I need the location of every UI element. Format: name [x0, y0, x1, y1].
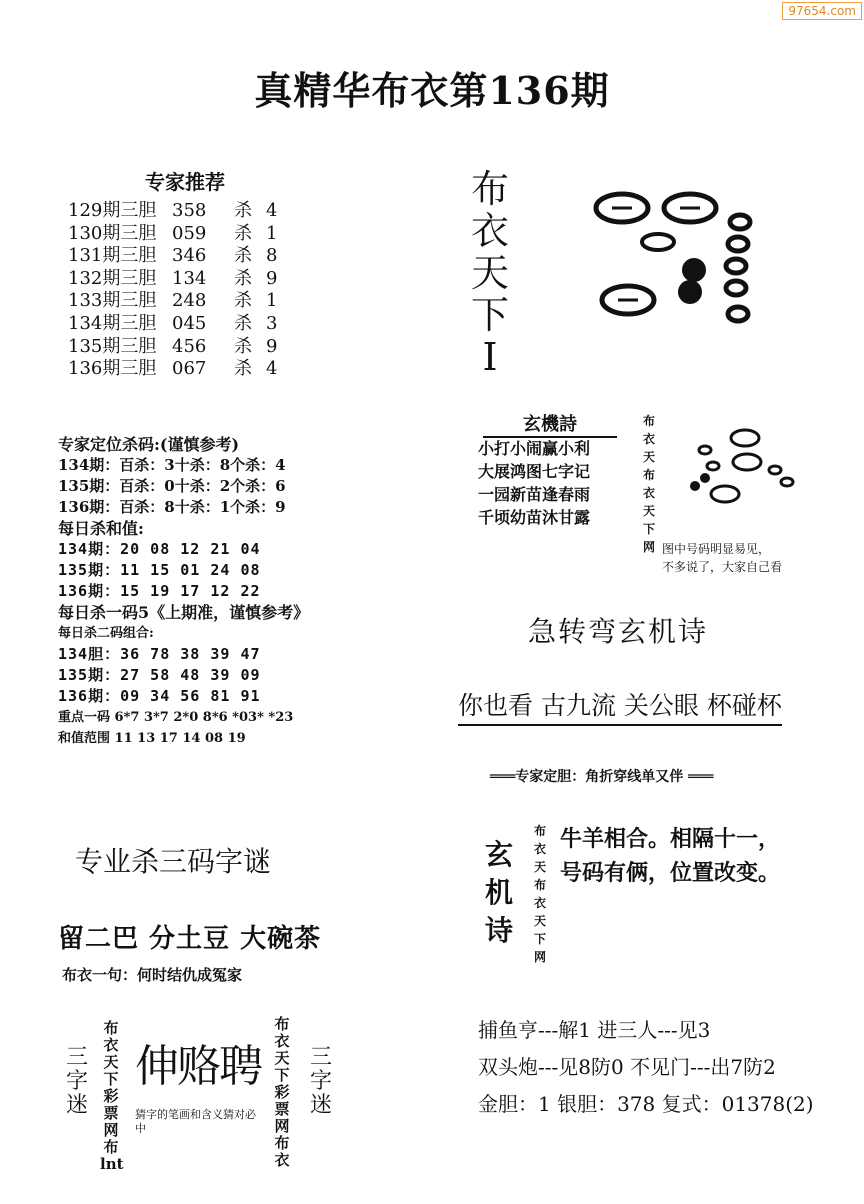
table-row: 133期三胆 248 杀 1 — [68, 290, 278, 312]
list-item: 134期：20 08 12 21 04 — [58, 540, 261, 558]
list-item: 小打小闹赢小利 — [478, 439, 591, 458]
poem-note — [662, 540, 782, 576]
expert-table — [68, 200, 277, 381]
table-row: 136期三胆 067 杀 4 — [68, 358, 278, 380]
poem-lines — [478, 437, 590, 529]
list-item: 牛羊相合。相隔十一， — [560, 826, 781, 852]
sum-range: 和值范围 11 13 17 14 08 19 — [58, 731, 246, 746]
list-item: 金胆：1 银胆：378 复式：01378(2) — [478, 1092, 814, 1116]
watermark: 97654.com — [782, 2, 862, 20]
coins-illustration — [675, 420, 805, 510]
table-row: 131期三胆 346 杀 8 — [68, 245, 278, 267]
list-item: 136期：09 34 56 81 91 — [58, 687, 261, 705]
list-item: 136期：百杀：8十杀：1个杀：9 — [58, 498, 286, 516]
two-code-heading: 每日杀二码组合: — [58, 626, 154, 641]
list-item: 134胆：36 78 38 39 47 — [58, 645, 261, 663]
sum-heading: 每日杀和值: — [58, 519, 144, 538]
poem-title: 玄機詩 — [483, 410, 617, 438]
turn-poem-sub: ═══专家定胆：角折穿线单又伴 ═══ — [490, 769, 714, 785]
table-row: 130期三胆 059 杀 1 — [68, 222, 278, 244]
riddle-vertical-text: 布衣天下彩票网布衣 — [274, 1015, 290, 1169]
mystic-vertical-title: 玄机诗 — [484, 838, 513, 947]
list-item: 135期：27 58 48 39 09 — [58, 666, 261, 684]
list-item: 千顷幼苗沐甘露 — [478, 508, 591, 527]
final-block — [478, 1012, 814, 1123]
table-row: 129期三胆 358 杀 4 — [68, 200, 278, 221]
position-kill-block — [58, 434, 358, 749]
riddle-note: 猜字的笔画和含义猜对必中 — [135, 1108, 256, 1135]
one-code: 每日杀一码5《上期准，谨慎参考》 — [58, 603, 310, 622]
list-item: 不多说了，大家自己看 — [662, 560, 783, 574]
riddle-right-label: 三字迷 — [309, 1045, 332, 1118]
coins-illustration — [590, 180, 790, 330]
key-code: 重点一码 6*7 3*7 2*0 8*6 *03* *23 — [58, 710, 294, 725]
list-item: 135期：百杀：0十杀：2个杀：6 — [58, 477, 286, 495]
table-row: 134期三胆 045 杀 3 — [68, 312, 278, 334]
position-kill-heading: 专家定位杀码:(谨慎参考) — [58, 435, 240, 454]
list-item: 135期：11 15 01 24 08 — [58, 561, 261, 579]
list-item: 号码有俩，位置改变。 — [560, 860, 781, 886]
riddle-sub: 布衣一句：何时结仇成冤家 — [62, 966, 243, 984]
list-item: 捕鱼亨---解1 进三人---见3 — [478, 1018, 711, 1042]
turn-poem-title: 急转弯玄机诗 — [528, 615, 709, 648]
poem-vertical-text: 布衣天布衣天下网 — [642, 414, 655, 554]
list-item: 134期：百杀：3十杀：8个杀：4 — [58, 456, 286, 474]
riddle-characters: 伸赂聘 — [135, 1041, 261, 1092]
list-item: 双头炮---见8防0 不见门---出7防2 — [478, 1055, 776, 1079]
list-item: 图中号码明显易见， — [662, 542, 771, 556]
riddle-title: 专业杀三码字谜 — [75, 845, 272, 878]
mystic-lines — [560, 822, 780, 890]
list-item: 一园新苗逢春雨 — [478, 485, 591, 504]
brand-vertical: 布衣天下I — [470, 167, 509, 379]
list-item: 136期：15 19 17 12 22 — [58, 582, 261, 600]
table-row: 135期三胆 456 杀 9 — [68, 335, 278, 357]
mystic-vertical-text: 布衣天布衣天下网 — [533, 824, 546, 964]
page-title: 真精华布衣第136期 — [254, 68, 610, 113]
riddle-left-label: 三字迷 — [65, 1045, 88, 1118]
table-row: 132期三胆 134 杀 9 — [68, 267, 278, 289]
riddle-vertical-text: 布衣天下彩票网布lnt — [100, 1019, 124, 1173]
riddle-line: 留二巴 分土豆 大碗茶 — [58, 924, 322, 954]
list-item: 大展鸿图七字记 — [478, 462, 591, 481]
expert-heading: 专家推荐 — [145, 170, 225, 194]
turn-poem-line: 你也看 古九流 关公眼 杯碰杯 — [458, 686, 782, 726]
